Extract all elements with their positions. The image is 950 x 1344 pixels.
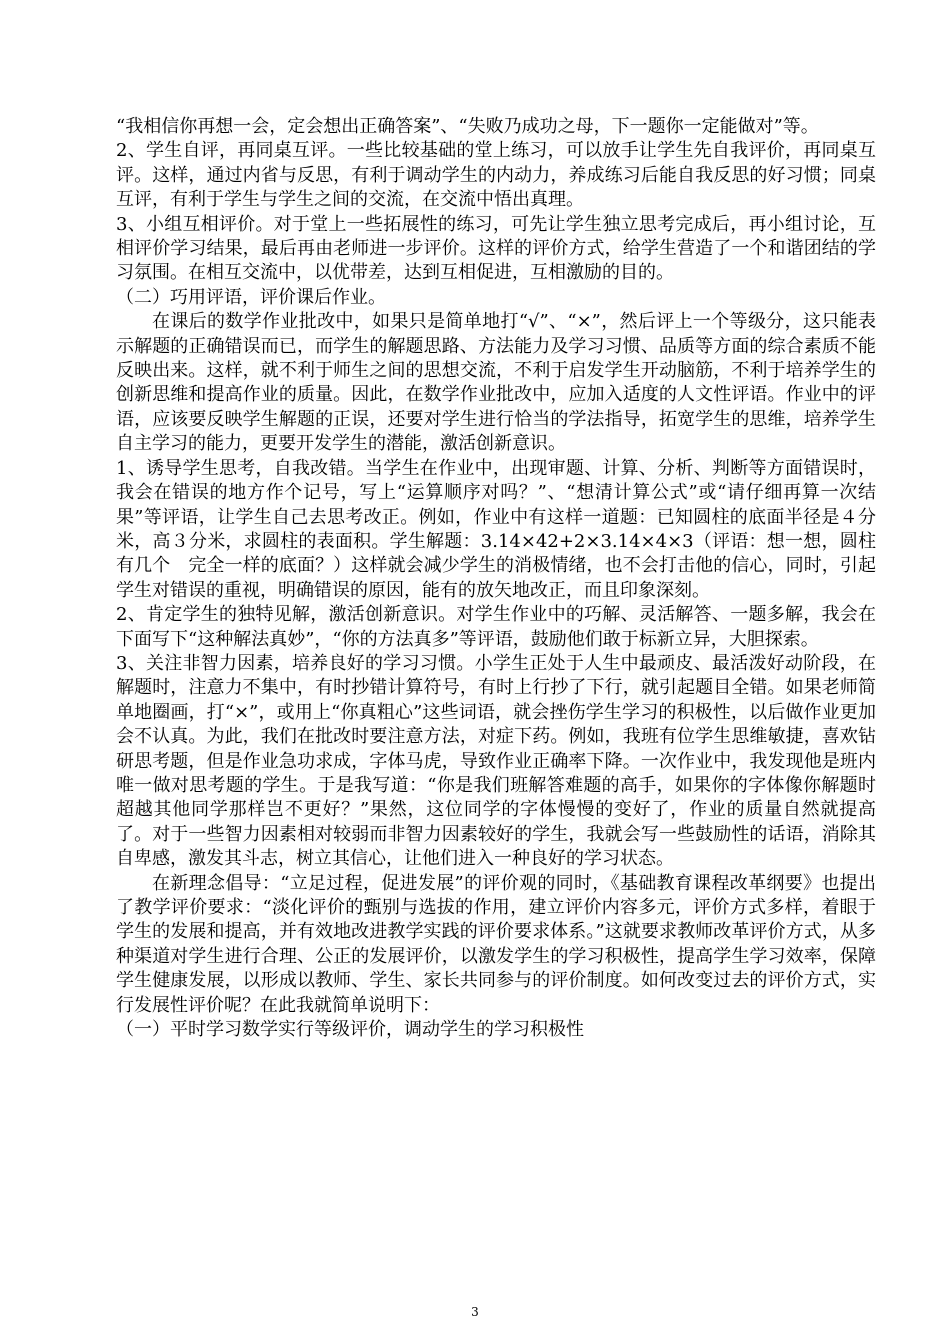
- paragraph-8: 3、关注非智力因素，培养良好的学习习惯。小学生正处于人生中最顽皮、最活泼好动阶段，在解题时，注意力不集中，有时抄错计算符号，有时上行抄了下行，就引起题目全错。如果老师简单地圈画，打“×”，或用上“你真粗心”这些词语，就会挫伤学生学习的积极性，以后做作业更加会不认真。为此，我们在批改时要注意方法，对症下药。例如，我班有位学生思维敏捷，喜欢钻研思考题，但是作业急功求成，字体马虎，导致作业正确率下降。一次作业中，我发现他是班内唯一做对思考题的学生。于是我写道：“你是我们班解答难题的高手，如果你的字体像你解题时超越其他同学那样岂不更好？”果然，这位同学的字体慢慢的变好了，作业的质量自然就提高了。对于一些智力因素相对较弱而非智力因素较好的学生，我就会写一些鼓励性的话语，消除其自卑感，激发其斗志，树立其信心，让他们进入一种良好的学习状态。: [116, 652, 876, 870]
- paragraph-9: 在新理念倡导：“立足过程，促进发展”的评价观的同时，《基础教育课程改革纲要》也提出了教学评价要求：“淡化评价的甄别与选拔的作用，建立评价内容多元，评价方式多样，着眼于学生的发展和提高，并有效地改进教学实践的评价要求体系。”这就要求教师改革评价方式，从多种渠道对学生进行合理、公正的发展评价，以激发学生的学习积极性，提高学生学习效率，保障学生健康发展，以形成以教师、学生、家长共同参与的评价制度。如何改变过去的评价方式，实行发展性评价呢？在此我就简单说明下：: [116, 872, 876, 1016]
- paragraph-5: 在课后的数学作业批改中，如果只是简单地打“√”、“×”，然后评上一个等级分，这只能表示解题的正确错误而已，而学生的解题思路、方法能力及学习习惯、品质等方面的综合素质不能反映出来。这样，就不利于师生之间的思想交流，不利于启发学生开动脑筋，不利于培养学生的创新思维和提高作业的质量。因此，在数学作业批改中，应加入适度的人文性评语。作业中的评语，应该要反映学生解题的正误，还要对学生进行恰当的学法指导，拓宽学生的思维，培养学生自主学习的能力，更要开发学生的潜能，激活创新意识。: [116, 311, 876, 455]
- section-heading-1: （一）平时学习数学实行等级评价，调动学生的学习积极性: [116, 1019, 584, 1041]
- page-number: 3: [471, 1305, 479, 1319]
- section-heading-2: （二）巧用评语，评价课后作业。: [116, 286, 386, 308]
- document-body: [116, 115, 876, 1042]
- paragraph-2: 2、学生自评，再同桌互评。一些比较基础的堂上练习，可以放手让学生先自我评价，再同桌互评。这样，通过内省与反思，有利于调动学生的内动力，养成练习后能自我反思的好习惯；同桌互评，有利于学生与学生之间的交流，在交流中悟出真理。: [116, 140, 876, 211]
- paragraph-3: 3、小组互相评价。对于堂上一些拓展性的练习，可先让学生独立思考完成后，再小组讨论，互相评价学习结果，最后再由老师进一步评价。这样的评价方式，给学生营造了一个和谐团结的学习氛围。在相互交流中，以优带差，达到互相促进，互相激励的目的。: [116, 213, 876, 284]
- paragraph-1: “我相信你再想一会，定会想出正确答案”、“失败乃成功之母，下一题你一定能做对”等。: [116, 116, 819, 137]
- paragraph-7: 2、肯定学生的独特见解，激活创新意识。对学生作业中的巧解、灵活解答、一题多解，我会在下面写下“这种解法真妙”，“你的方法真多”等评语，鼓励他们敢于标新立异，大胆探索。: [116, 604, 876, 650]
- paragraph-6: 1、诱导学生思考，自我改错。当学生在作业中，出现审题、计算、分析、判断等方面错误时，我会在错误的地方作个记号，写上“运算顺序对吗？”、“想清计算公式”或“请仔细再算一次结果”等评语，让学生自己去思考改正。例如，作业中有这样一道题：已知圆柱的底面半径是４分米，高３分米，求圆柱的表面积。学生解题：3.14×42+2×3.14×4×3（评语：想一想，圆柱有几个 完全一样的底面？）这样就会减少学生的消极情绪，也不会打击他的信心，同时，引起学生对错误的重视，明确错误的原因，能有的放矢地改正，而且印象深刻。: [116, 457, 876, 601]
